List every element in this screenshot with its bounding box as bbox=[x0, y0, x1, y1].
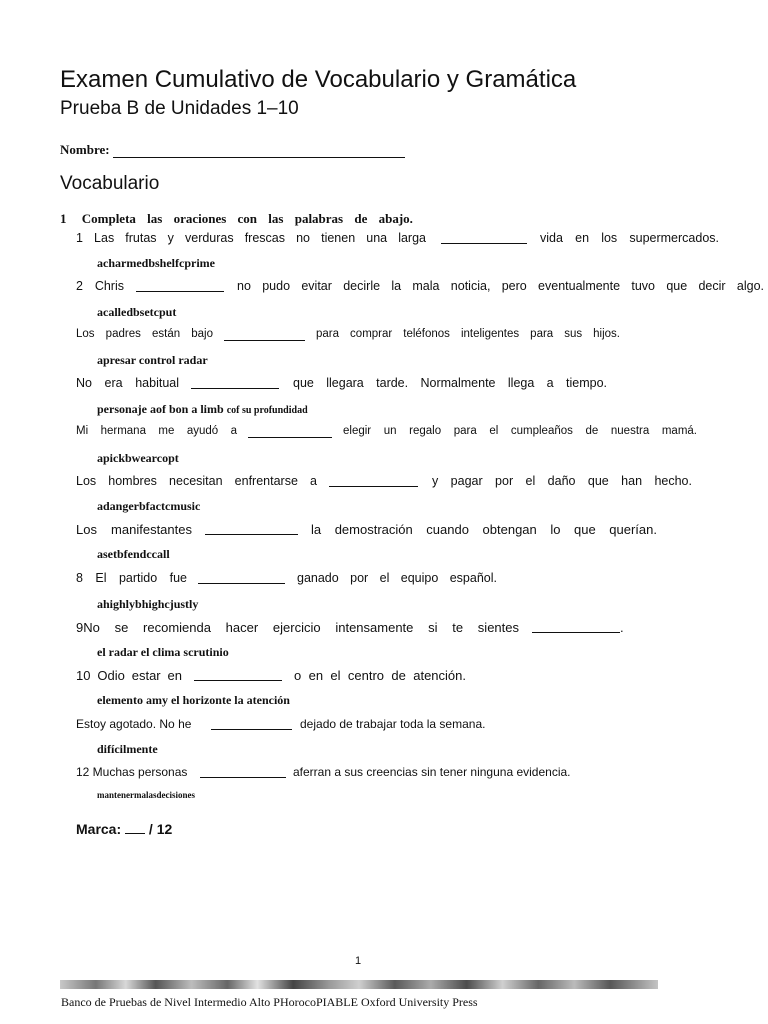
word-options: el radar el clima scrutinio bbox=[97, 645, 229, 659]
question-row bbox=[76, 571, 497, 585]
word-options: acalledbsetcput bbox=[97, 305, 177, 319]
exam-subtitle: Prueba B de Unidades 1–10 bbox=[60, 98, 299, 119]
answer-blank[interactable] bbox=[441, 231, 527, 244]
word-options: mantenermalasdecisiones bbox=[97, 790, 195, 800]
answer-blank[interactable] bbox=[532, 620, 620, 633]
question-text: Los padres están bajo bbox=[76, 328, 213, 340]
question-row bbox=[76, 474, 692, 488]
answer-blank[interactable] bbox=[198, 571, 285, 584]
score-total: / 12 bbox=[148, 821, 173, 837]
question-text: No era habitual bbox=[76, 376, 179, 390]
question-text: 1 Las frutas y verduras frescas no tienen una larga bbox=[76, 231, 426, 245]
question-text: 10 Odio estar en bbox=[76, 668, 182, 683]
question-text: 8 El partido fue bbox=[76, 571, 187, 585]
word-options-small: cof su profundidad bbox=[226, 405, 308, 416]
question-text: Los hombres necesitan enfrentarse a bbox=[76, 474, 317, 488]
name-blank[interactable] bbox=[113, 143, 405, 158]
question-text: Estoy agotado. No he bbox=[76, 717, 192, 731]
name-label: Nombre: bbox=[60, 142, 110, 157]
question-row bbox=[76, 279, 764, 293]
answer-blank[interactable] bbox=[224, 328, 305, 341]
question-row bbox=[76, 425, 697, 438]
page-number: 1 bbox=[355, 955, 362, 967]
instruction-text: Completa las oraciones con las palabras de abajo. bbox=[81, 211, 413, 226]
section-title: Vocabulario bbox=[60, 173, 160, 194]
word-options: ahighlybhighcjustly bbox=[97, 597, 199, 611]
question-text-end: que llegara tarde. Normalmente llega a tiempo. bbox=[293, 376, 607, 390]
word-options: apickbwearcopt bbox=[97, 451, 179, 465]
answer-blank[interactable] bbox=[211, 717, 292, 730]
score bbox=[76, 821, 172, 837]
question-row bbox=[76, 717, 500, 731]
score-blank[interactable] bbox=[125, 823, 145, 834]
answer-blank[interactable] bbox=[194, 668, 282, 681]
exercise-instruction bbox=[60, 211, 413, 227]
question-text: Mi hermana me ayudó a bbox=[76, 425, 237, 437]
answer-blank[interactable] bbox=[136, 279, 224, 292]
answer-blank[interactable] bbox=[191, 376, 279, 389]
question-text-end: aferran a sus creencias sin tener ninguna evidencia. bbox=[293, 765, 571, 779]
score-label: Marca: bbox=[76, 821, 122, 837]
footer-text: Banco de Pruebas de Nivel Intermedio Alto PHorocoPIABLE Oxford University Press bbox=[61, 995, 478, 1009]
question-text: 9No se recomienda hacer ejercicio intensamente si te sientes bbox=[76, 620, 519, 635]
question-text-end: no pudo evitar decirle la mala noticia, pero eventualmente tuvo que decir algo. bbox=[237, 279, 764, 293]
word-options bbox=[97, 402, 308, 417]
name-field bbox=[60, 142, 405, 158]
word-options: asetbfendccall bbox=[97, 547, 170, 561]
question-text-end: y pagar por el daño que han hecho. bbox=[432, 474, 692, 488]
word-options: acharmedbshelfcprime bbox=[97, 256, 215, 270]
word-options: adangerbfactcmusic bbox=[97, 499, 201, 513]
question-text-end: dejado de trabajar toda la semana. bbox=[300, 717, 486, 731]
exam-title: Examen Cumulativo de Vocabulario y Gramática bbox=[60, 66, 577, 93]
question-text-end: o en el centro de atención. bbox=[294, 668, 466, 683]
question-text-end: ganado por el equipo español. bbox=[297, 571, 497, 585]
answer-blank[interactable] bbox=[329, 474, 418, 487]
word-options: difícilmente bbox=[97, 742, 158, 756]
question-text-end: para comprar teléfonos inteligentes para sus hijos. bbox=[316, 328, 620, 340]
answer-blank[interactable] bbox=[205, 522, 298, 535]
question-row bbox=[76, 668, 466, 683]
question-row bbox=[76, 231, 719, 245]
answer-blank[interactable] bbox=[248, 425, 332, 438]
question-row bbox=[76, 522, 657, 537]
question-row bbox=[76, 620, 624, 635]
question-text-end: . bbox=[620, 620, 624, 635]
question-text: 12 Muchas personas bbox=[76, 765, 188, 779]
footer-decorative-strip bbox=[60, 980, 658, 989]
question-text-end: la demostración cuando obtengan lo que querían. bbox=[311, 522, 657, 537]
word-options-text: personaje aof bon a limb bbox=[97, 402, 224, 416]
question-text: Los manifestantes bbox=[76, 522, 192, 537]
question-row bbox=[76, 376, 607, 390]
word-options: apresar control radar bbox=[97, 353, 208, 367]
question-text: 2 Chris bbox=[76, 279, 124, 293]
answer-blank[interactable] bbox=[200, 765, 286, 778]
word-options: elemento amy el horizonte la atención bbox=[97, 693, 290, 707]
question-row bbox=[76, 328, 620, 341]
question-row bbox=[76, 765, 593, 779]
question-text-end: elegir un regalo para el cumpleaños de nuestra mamá. bbox=[343, 425, 697, 437]
question-text-end: vida en los supermercados. bbox=[540, 231, 719, 245]
exercise-number: 1 bbox=[60, 211, 67, 226]
